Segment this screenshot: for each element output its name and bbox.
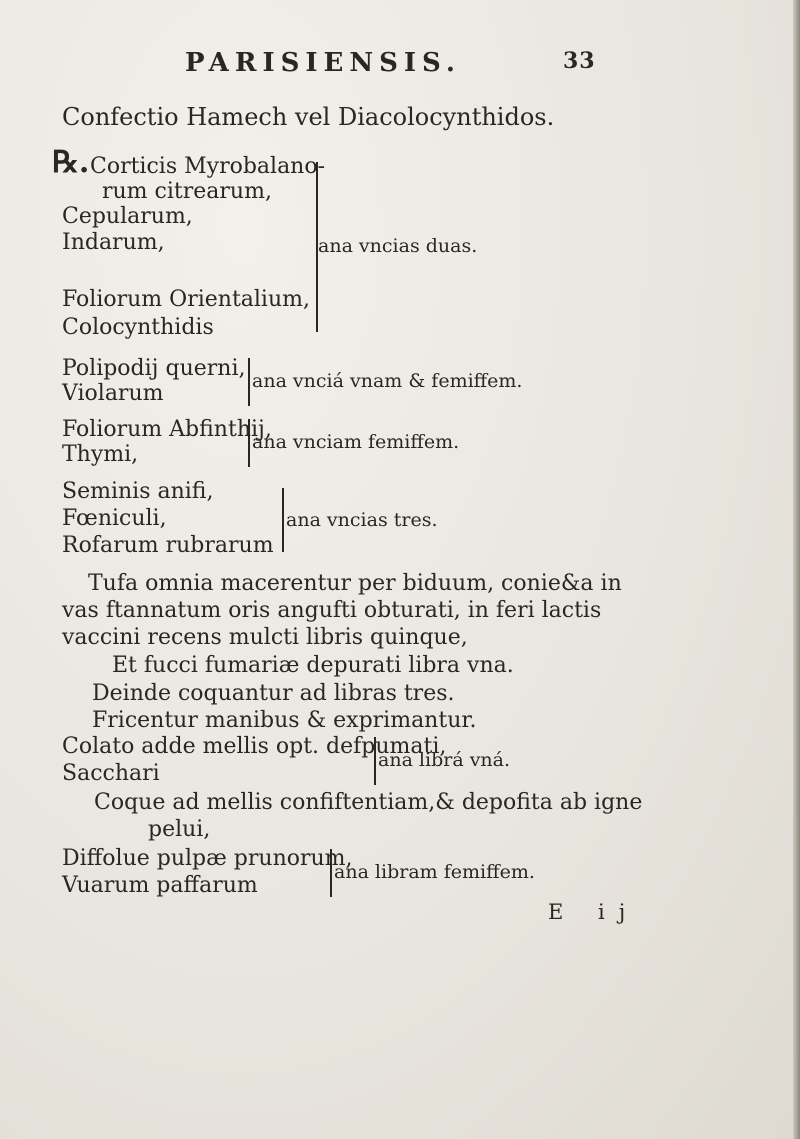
text-line: Tufa omnia macerentur per biduum, conie&a in	[88, 571, 622, 596]
brace	[282, 488, 284, 552]
ingredient: Vuarum paffarum	[62, 873, 258, 898]
ingredient: rum citrearum,	[102, 179, 272, 204]
ingredient: Seminis anifi,	[62, 479, 214, 504]
ingredient: Diffolue pulpæ prunorum,	[62, 846, 353, 871]
recipe-symbol: ℞.	[52, 145, 90, 180]
text-line: vas ftannatum oris angufti obturati, in feri lactis	[62, 598, 602, 623]
running-title: PARISIENSIS.	[185, 48, 461, 78]
ingredient: Fœniculi,	[62, 506, 167, 531]
brace	[330, 849, 332, 897]
recipe-title: Confectio Hamech vel Diacolocynthidos.	[62, 103, 555, 131]
dose-label: ana vnciá vnam & femiffem.	[252, 370, 523, 392]
text-line: pelui,	[148, 817, 211, 842]
text-line: Fricentur manibus & exprimantur.	[92, 708, 477, 733]
text-line: Coque ad mellis confiftentiam,& depofita ab igne	[94, 790, 643, 815]
dose-label: ana vncias duas.	[318, 235, 478, 257]
ingredient: Sacchari	[62, 761, 160, 786]
ingredient: Corticis Myrobalano-	[90, 154, 326, 179]
dose-label: ana vncias tres.	[286, 509, 438, 531]
dose-label: ana libram femiffem.	[334, 861, 535, 883]
text-line: Deinde coquantur ad libras tres.	[92, 681, 455, 706]
dose-label: ana librá vná.	[378, 749, 511, 771]
page-edge	[793, 0, 800, 1139]
dose-label: ana vnciam femiffem.	[252, 431, 460, 453]
ingredient: Thymi,	[62, 442, 139, 467]
brace	[248, 419, 250, 467]
ingredient: Cepularum,	[62, 204, 193, 229]
running-header	[185, 48, 605, 82]
text-line: Et fucci fumariæ depurati libra vna.	[112, 653, 514, 678]
page-number: 33	[563, 48, 596, 74]
brace	[374, 737, 376, 785]
ingredient: Foliorum Orientalium,	[62, 287, 310, 312]
ingredient: Violarum	[62, 381, 164, 406]
ingredient: Colocynthidis	[62, 315, 214, 340]
text-line: vaccini recens mulcti libris quinque,	[62, 625, 468, 650]
brace	[248, 358, 250, 406]
ingredient: Foliorum Abfinthij,	[62, 417, 272, 442]
ingredient: Rofarum rubrarum	[62, 533, 274, 558]
ingredient: Polipodij querni,	[62, 356, 246, 381]
ingredient: Colato adde mellis opt. defpumati,	[62, 734, 447, 759]
ingredient: Indarum,	[62, 230, 165, 255]
signature-mark: E ij	[548, 900, 640, 924]
